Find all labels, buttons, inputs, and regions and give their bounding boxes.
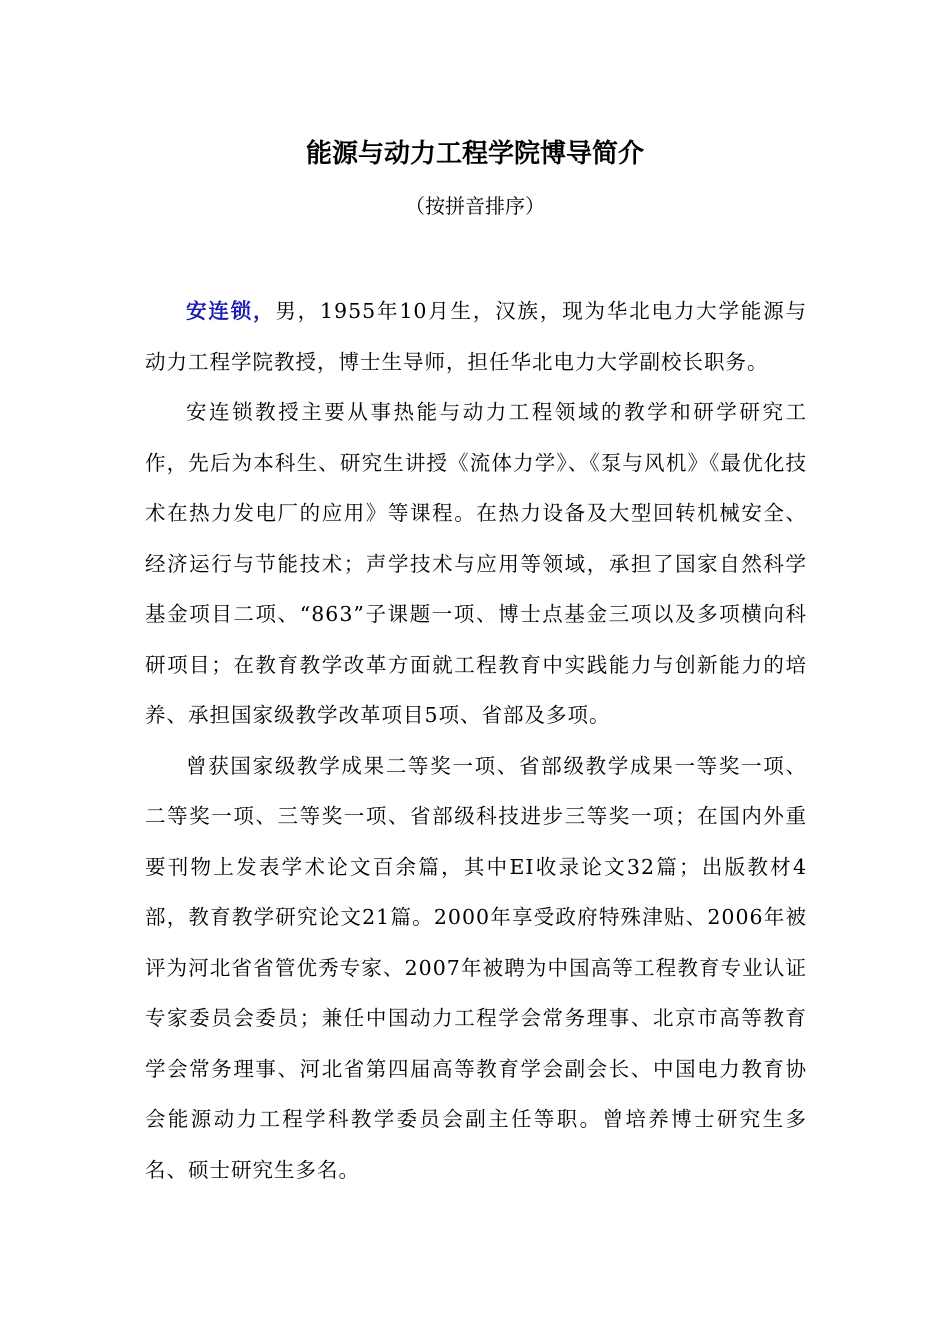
page-title: 能源与动力工程学院博导简介 — [305, 139, 644, 169]
document-body — [145, 286, 807, 1195]
paragraph-research: 安连锁教授主要从事热能与动力工程领域的教学和研学研究工作，先后为本科生、研究生讲授《流体力学》、《泵与风机》《最优化技术在热力发电厂的应用》等课程。在热力设备及大型回转机械安全、经济运行与节能技术；声学技术与应用等领域，承担了国家自然科学基金项目二项、“863”子课题一项、博士点基金三项以及多项横向科研项目；在教育教学改革方面就工程教育中实践能力与创新能力的培养、承担国家级教学改革项目5项、省部及多项。 — [145, 400, 807, 727]
page-subtitle: （按拼音排序） — [405, 194, 545, 218]
professor-name: 安连锁， — [186, 299, 276, 323]
paragraph-intro — [145, 286, 807, 387]
paragraph-intro-text: 男，1955年10月生，汉族，现为华北电力大学能源与动力工程学院教授，博士生导师，担任华北电力大学副校长职务。 — [145, 299, 808, 374]
paragraph-achievements: 曾获国家级教学成果二等奖一项、省部级教学成果一等奖一项、二等奖一项、三等奖一项、省部级科技进步三等奖一项；在国内外重要刊物上发表学术论文百余篇，其中EI收录论文32篇；出版教材4部，教育教学研究论文21篇。2000年享受政府特殊津贴、2006年被评为河北省省管优秀专家、2007年被聘为中国高等工程教育专业认证专家委员会委员；兼任中国动力工程学会常务理事、北京市高等教育学会常务理事、河北省第四届高等教育学会副会长、中国电力教育协会能源动力工程学科教学委员会副主任等职。曾培养博士研究生多名、硕士研究生多名。 — [145, 753, 807, 1182]
